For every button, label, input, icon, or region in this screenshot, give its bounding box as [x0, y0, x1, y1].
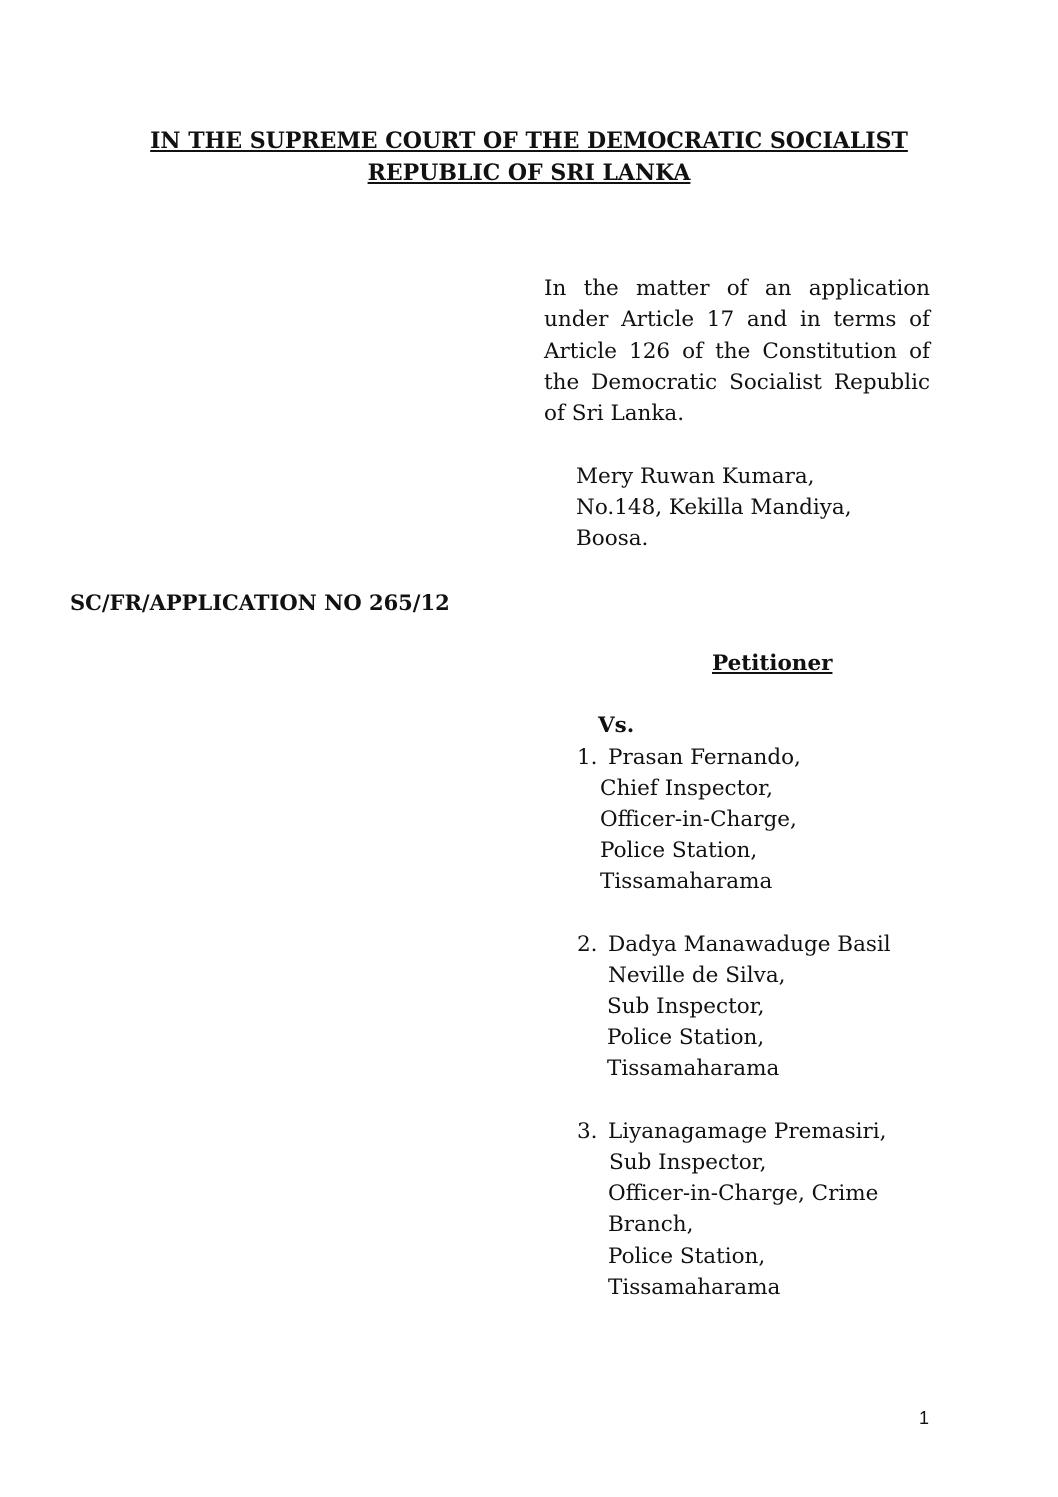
respondent-3-line: Liyanagamage Premasiri, [608, 1119, 887, 1144]
respondent-3-number: 3. [577, 1119, 598, 1144]
petitioner-label: Petitioner [712, 651, 833, 676]
respondent-1-line: Prasan Fernando, [608, 745, 801, 770]
document-title-line-2: REPUBLIC OF SRI LANKA [367, 160, 691, 186]
respondent-1-number: 1. [577, 745, 598, 770]
petitioner-address-line-1: No.148, Kekilla Mandiya, [576, 495, 852, 520]
page-number: 1 [919, 1408, 930, 1428]
respondent-2-line: Dadya Manawaduge Basil [608, 932, 891, 957]
versus-label: Vs. [598, 713, 635, 738]
respondent-3-line: Officer-in-Charge, Crime [608, 1181, 879, 1206]
respondent-2-line: Neville de Silva, [608, 963, 786, 988]
respondent-1-line: Police Station, [600, 838, 758, 863]
respondent-3-line: Tissamaharama [608, 1275, 781, 1300]
document-title-line-1: IN THE SUPREME COURT OF THE DEMOCRATIC SOCIALIST [150, 128, 908, 154]
respondent-1-line: Chief Inspector, [600, 776, 773, 801]
respondent-3-line: Branch, [608, 1212, 694, 1237]
petitioner-name: Mery Ruwan Kumara, [576, 464, 815, 489]
respondent-2-line: Police Station, [607, 1025, 765, 1050]
respondent-2-line: Sub Inspector, [607, 994, 765, 1019]
petitioner-address-line-2: Boosa. [576, 526, 649, 551]
respondent-2-number: 2. [577, 932, 598, 957]
respondent-3-line: Sub Inspector, [609, 1150, 767, 1175]
respondent-1-line: Officer-in-Charge, [600, 807, 797, 832]
respondent-3-line: Police Station, [608, 1244, 766, 1269]
case-number: SC/FR/APPLICATION NO 265/12 [70, 590, 450, 615]
matter-paragraph: In the matter of an application under Article 17 and in terms of Article 126 of the Constitution of the Democratic Socialist Republic of Sri Lanka. [544, 276, 930, 427]
respondent-1-line: Tissamaharama [600, 869, 773, 894]
respondent-2-line: Tissamaharama [607, 1056, 780, 1081]
